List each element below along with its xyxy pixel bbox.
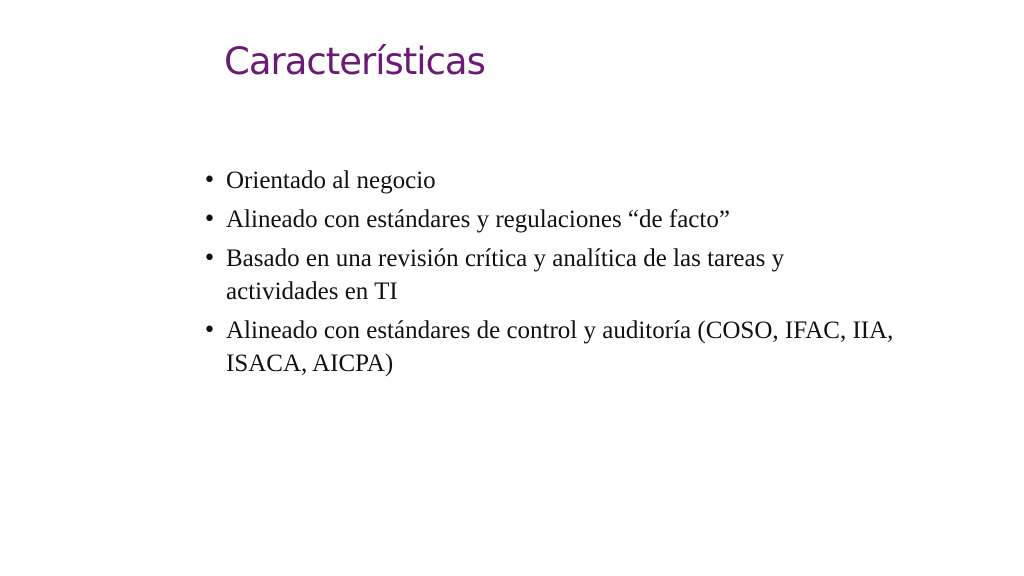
bullet-list: [202, 164, 902, 386]
bullet-item: [202, 164, 902, 197]
bullet-icon: •: [203, 318, 216, 343]
bullet-icon: •: [203, 168, 216, 193]
bullet-text: Alineado con estándares y regulaciones “de facto”: [226, 206, 730, 233]
bullet-item: [202, 242, 902, 308]
bullet-item: [202, 203, 902, 236]
bullet-item: [202, 314, 902, 380]
slide-title: Características: [224, 40, 485, 83]
bullet-icon: •: [203, 246, 216, 271]
bullet-text: Orientado al negocio: [226, 167, 436, 194]
bullet-text: Basado en una revisión crítica y analítica de las tareas y actividades en TI: [226, 245, 785, 305]
bullet-icon: •: [203, 207, 216, 232]
bullet-text: Alineado con estándares de control y auditoría (COSO, IFAC, IIA, ISACA, AICPA): [226, 317, 894, 377]
